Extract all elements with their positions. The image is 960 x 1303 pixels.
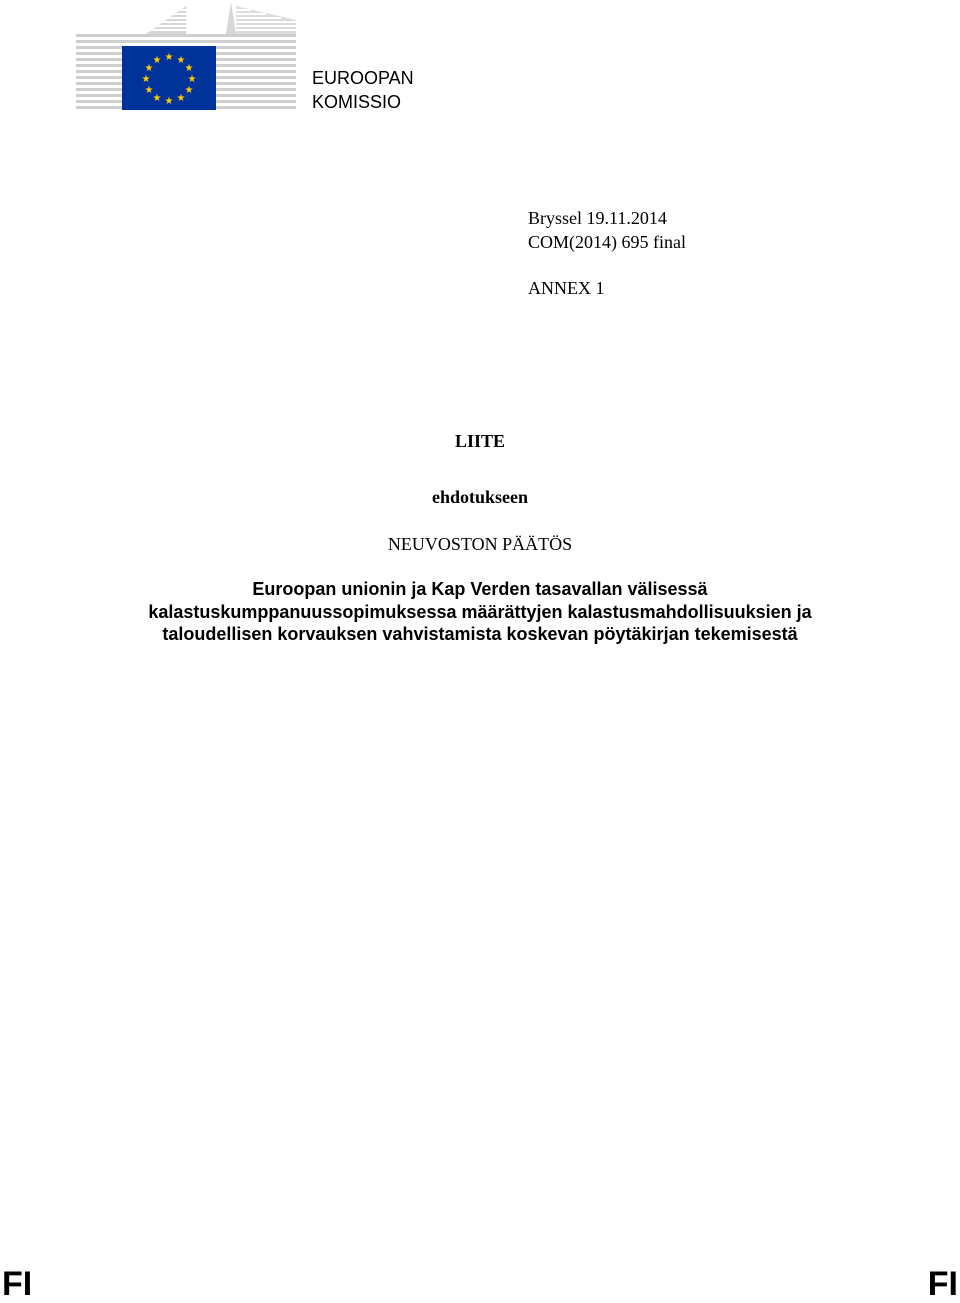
title-ehdotukseen: ehdotukseen (431, 487, 529, 507)
language-code-right: FI (927, 1265, 958, 1303)
svg-text:★: ★ (144, 63, 154, 74)
place-date: Bryssel 19.11.2014 (528, 208, 667, 228)
subject-line-1: Euroopan unionin ja Kap Verden tasavallan välisessä (252, 579, 708, 599)
org-name-line-1: EUROOPAN (312, 68, 414, 88)
subject-line-3: taloudellisen korvauksen vahvistamista koskevan pöytäkirjan tekemisestä (162, 624, 798, 644)
svg-text:★: ★ (184, 63, 194, 74)
svg-text:★: ★ (141, 74, 151, 85)
svg-text:★: ★ (176, 93, 186, 104)
organisation-name (312, 66, 414, 114)
svg-text:★: ★ (176, 55, 186, 66)
subject-line-2: kalastuskumppanuussopimuksessa määrättyjen kalastusmahdollisuuksien ja (148, 601, 812, 622)
document-number: COM(2014) 695 final (528, 232, 686, 252)
language-code-left: FI (2, 1265, 33, 1303)
title-decision: NEUVOSTON PÄÄTÖS (387, 534, 573, 554)
svg-text:★: ★ (164, 96, 174, 107)
svg-text:★: ★ (152, 55, 162, 66)
org-name-line-2: KOMISSIO (312, 92, 402, 112)
document-reference (528, 206, 686, 254)
svg-text:★: ★ (144, 85, 154, 96)
svg-text:★: ★ (164, 52, 174, 63)
annex-label: ANNEX 1 (528, 278, 605, 298)
decision-subject (0, 578, 960, 646)
svg-text:★: ★ (187, 74, 197, 85)
european-commission-logo (76, 0, 298, 112)
svg-text:★: ★ (152, 93, 162, 104)
commission-building-icon (76, 0, 298, 112)
title-liite: LIITE (454, 431, 506, 451)
svg-text:★: ★ (184, 85, 194, 96)
